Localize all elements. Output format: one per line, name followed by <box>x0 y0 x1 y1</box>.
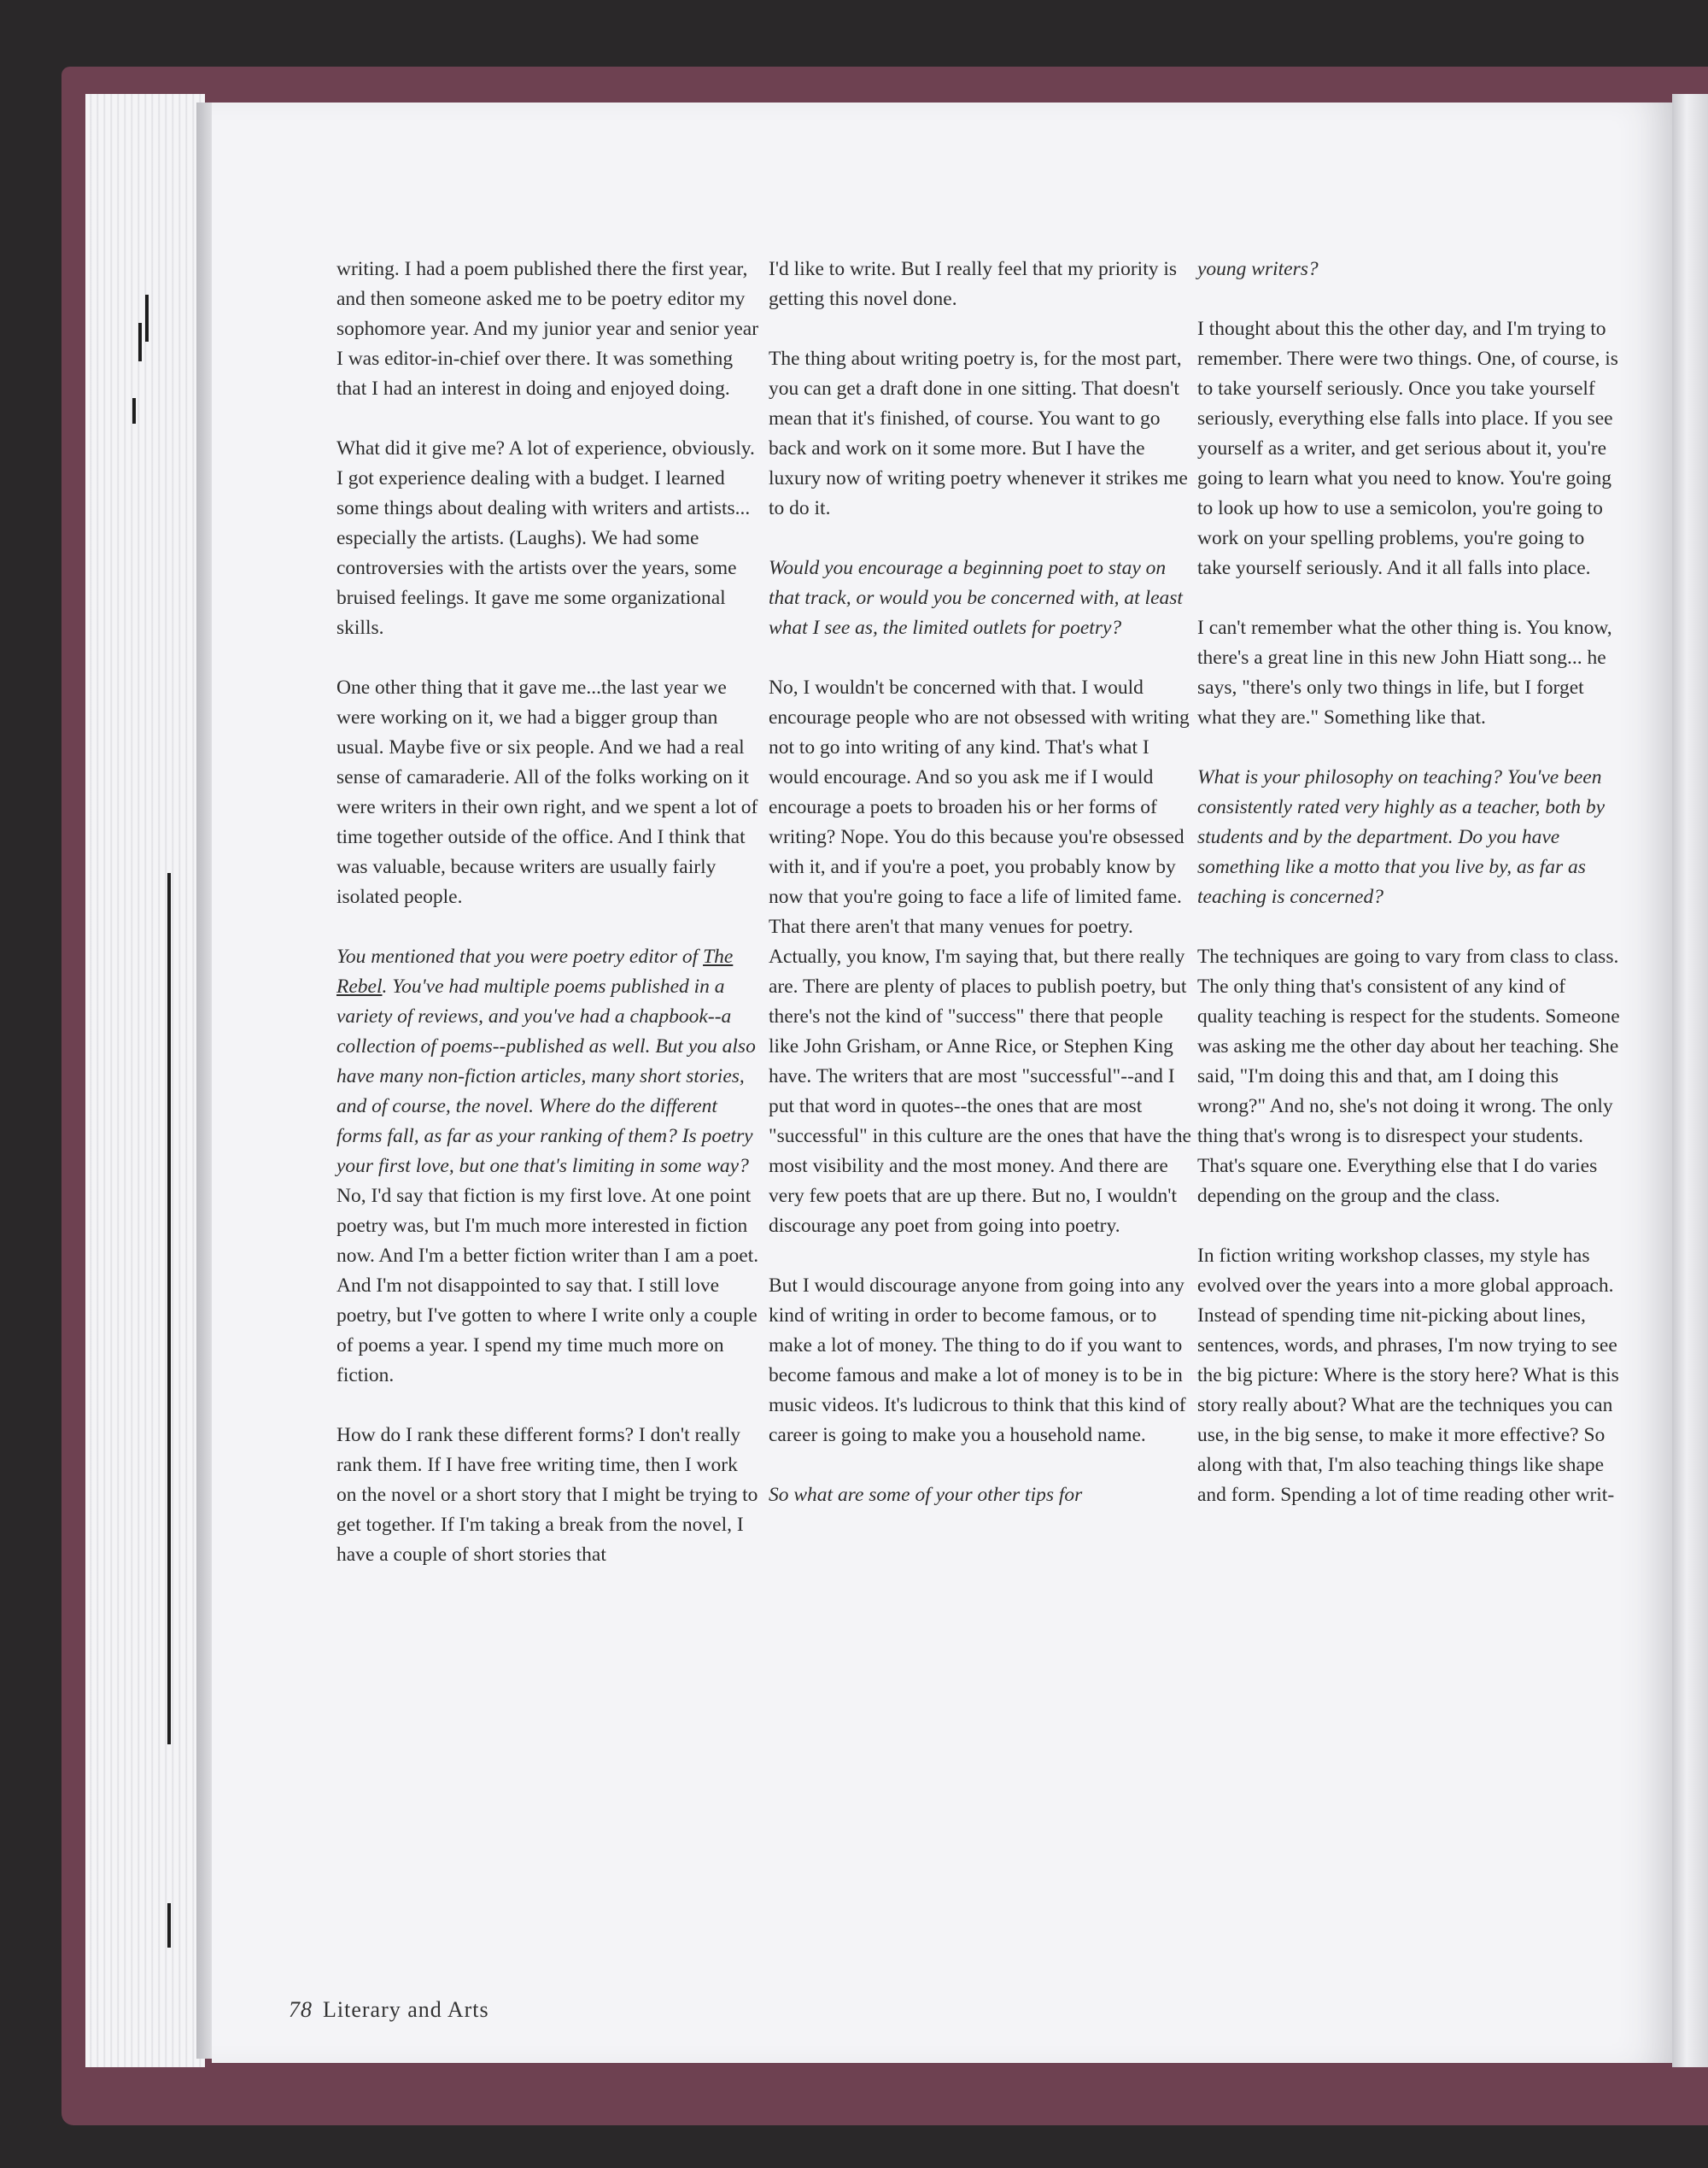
paragraph: What did it give me? A lot of experience, obviously. I got experience dealing with a budget. I learned some things about dealing with writers and artists... especially the artists. (Laughs). We had some controversies with the artists over the years, some bruised feelings. It gave me some organizational skills. <box>336 437 755 639</box>
paragraph: No, I'd say that fiction is my first love. At one point poetry was, but I'm much more interested in fiction now. And I'm a better fiction writer than I am a poet. And I'm not disappointed to say that. I still love poetry, but I've gotten to where I write only a couple of poems a year. I spend my time much more on fiction. <box>336 1185 759 1386</box>
publication-title: The Rebel <box>336 946 734 998</box>
margin-mark <box>138 323 142 361</box>
margin-mark <box>167 1903 171 1948</box>
paragraph: The thing about writing poetry is, for the most part, you can get a draft done in one sitting. That doesn't mean that it's finished, of course. You want to go back and work on it some more. But I have the luxury now of writing poetry whenever it strikes me to do it. <box>769 348 1188 519</box>
page-number: 78 <box>289 1997 313 2022</box>
margin-mark <box>167 873 171 1744</box>
column-right <box>1197 255 1623 1510</box>
paragraph: I can't remember what the other thing is. You know, there's a great line in this new John Hiatt song... he says, "there's only two things in life, but I forget what they are." Something like that. <box>1197 617 1612 729</box>
question-text: . You've had multiple poems published in a variety of reviews, and you've had a chapbook--a collection of poems--published as well. But you also have many non-fiction articles, many short stories, and of course, the novel. Where do the different forms fall, as far as your ranking of them? Is poetry your first love, but one that's limiting in some way? <box>336 976 756 1177</box>
interview-question: So what are some of your other tips for <box>769 1484 1083 1506</box>
paragraph: But I would discourage anyone from going into any kind of writing in order to become famous, or to make a lot of money. The thing to do if you want to become famous and make a lot of money is to be in music videos. It's ludicrous to think that this kind of career is going to make you a household name. <box>769 1274 1186 1446</box>
paragraph: How do I rank these different forms? I don't really rank them. If I have free writing time, then I work on the novel or a short story that I might be trying to get together. If I'm taking a break from the novel, I have a couple of short stories that <box>336 1424 758 1566</box>
section-name: Literary and Arts <box>323 1997 489 2022</box>
column-middle <box>769 255 1194 1510</box>
paragraph: In fiction writing workshop classes, my style has evolved over the years into a more global approach. Instead of spending time nit-picking about lines, sentences, words, and phrases, I'm now trying to see the big picture: Where is the story here? What is this story really about? What are the techniques you can use, in the big sense, to make it more effective? So along with that, I'm also teaching things like shape and form. Spending a lot of time reading other writ- <box>1197 1245 1619 1506</box>
page-edges <box>85 94 205 2067</box>
interview-question: Would you encourage a beginning poet to stay on that track, or would you be concerned with, at least what I see as, the limited outlets for poetry? <box>769 557 1183 639</box>
right-page-edge <box>1672 94 1708 2067</box>
question-text: You mentioned that you were poetry editor of <box>336 946 704 968</box>
paragraph: The techniques are going to vary from class to class. The only thing that's consistent of any kind of quality teaching is respect for the students. Someone was asking me the other day about her teaching. She said, "I'm doing this and that, am I doing this wrong?" And no, she's not doing it wrong. The only thing that's wrong is to disrespect your students. That's square one. Everything else that I do varies depending on the group and the class. <box>1197 946 1620 1207</box>
paragraph: No, I wouldn't be concerned with that. I would encourage people who are not obsessed with writing not to go into writing of any kind. That's what I would encourage. And so you ask me if I would encourage a poets to broaden his or her forms of writing? Nope. You do this because you're obsessed with it, and if you're a poet, you probably know by now that you're going to face a life of limited fame. That there aren't that many venues for poetry. Actually, you know, I'm saying that, but there really are. There are plenty of places to publish poetry, but there's not the kind of "success" there that people like John Grisham, or Anne Rice, or Stephen King have. The writers that are most "successful"--and I put that word in quotes--the ones that are most "successful" in this culture are the ones that have the most visibility and the most money. And there are very few poets that are up there. But no, I wouldn't discourage any poet from going into poetry. <box>769 677 1191 1237</box>
column-left <box>336 255 762 1570</box>
margin-mark <box>145 295 149 342</box>
paragraph: writing. I had a poem published there the first year, and then someone asked me to be poetry editor my sophomore year. And my junior year and senior year I was editor-in-chief over there. It was something that I had an interest in doing and enjoyed doing. <box>336 258 759 400</box>
paragraph: I'd like to write. But I really feel that my priority is getting this novel done. <box>769 258 1178 310</box>
page-footer <box>289 1997 489 2023</box>
interview-question <box>336 942 762 1181</box>
interview-question: What is your philosophy on teaching? You've been consistently rated very highly as a teacher, both by students and by the department. Do you have something like a motto that you live by, as far as teaching is concerned? <box>1197 766 1606 908</box>
margin-mark <box>132 398 136 424</box>
interview-question: young writers? <box>1197 258 1319 280</box>
paragraph: One other thing that it gave me...the last year we were working on it, we had a bigger group than usual. Maybe five or six people. And we had a real sense of camaraderie. All of the folks working on it were writers in their own right, and we spent a lot of time together outside of the office. And I think that was valuable, because writers are usually fairly isolated people. <box>336 677 758 908</box>
paragraph: I thought about this the other day, and I'm trying to remember. There were two things. One, of course, is to take yourself seriously. Once you take yourself seriously, everything else falls into place. If you see yourself as a writer, and get serious about it, you're going to learn what you need to know. You're going to look up how to use a semicolon, you're going to work on your spelling problems, you're going to take yourself seriously. And it all falls into place. <box>1197 318 1618 579</box>
